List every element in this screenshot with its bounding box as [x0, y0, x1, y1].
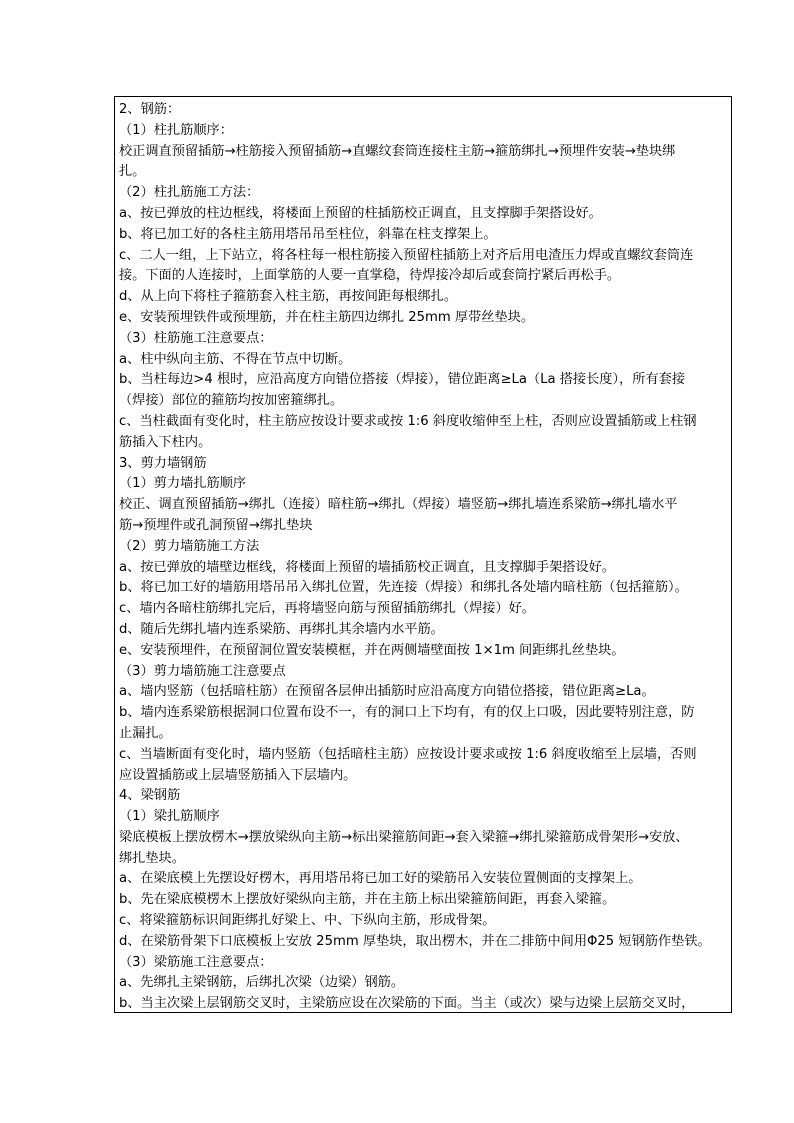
text-line: （3）柱筋施工注意要点： [119, 330, 273, 346]
text-line: （2）柱扎筋施工方法： [119, 185, 260, 201]
text-line: b、将已加工好的各柱主筋用塔吊吊至柱位，斜靠在柱支撑架上。 [119, 226, 497, 242]
text-line: 3、剪力墙钢筋 [119, 455, 207, 471]
text-line: d、从上向下将柱子箍筋套入柱主筋，再按间距每根绑扎。 [119, 289, 458, 305]
text-line: 4、梁钢筋 [119, 788, 181, 804]
text-line: c、二人一组，上下站立，将各柱每一根柱筋接入预留柱插筋上对齐后用电渣压力焊或直螺纹套筒连 [119, 247, 694, 263]
text-line: 筋插入下柱内。 [119, 434, 212, 450]
text-line: b、将已加工好的墙筋用塔吊吊入绑扎位置，先连接（焊接）和绑扎各处墙内暗柱筋（包括箍筋）。 [119, 580, 688, 596]
text-line: 止漏扎。 [119, 725, 172, 741]
text-line: b、当柱每边>4 根时，应沿高度方向错位搭接（焊接），错位距离≥La（La 搭接长度），所有套接 [119, 372, 686, 388]
text-line: c、当墙断面有变化时，墙内竖筋（包括暗柱主筋）应按设计要求或按 1:6 斜度收缩至上层墙，否则 [119, 746, 697, 762]
text-line: b、当主次梁上层钢筋交叉时，主梁筋应设在次梁筋的下面。当主（或次）梁与边梁上层筋交叉时， [119, 996, 695, 1012]
text-line: 应设置插筋或上层墙竖筋插入下层墙内。 [119, 767, 357, 783]
text-line: a、在梁底模上先摆设好楞木，再用塔吊将已加工好的梁筋吊入安装位置侧面的支撑架上。 [119, 871, 642, 887]
text-line: c、将梁箍筋标识间距绑扎好梁上、中、下纵向主筋，形成骨架。 [119, 913, 496, 929]
text-line: c、当柱截面有变化时，柱主筋应按设计要求或按 1:6 斜度收缩伸至上柱，否则应设置插筋或上柱钢 [119, 413, 697, 429]
text-line: d、随后先绑扎墙内连系梁筋、再绑扎其余墙内水平筋。 [119, 621, 444, 637]
text-line: a、墙内竖筋（包括暗柱筋）在预留各层伸出插筋时应沿高度方向错位搭接，错位距离≥La。 [119, 684, 655, 700]
text-line: （1）梁扎筋顺序 [119, 809, 220, 825]
text-line: （3）剪力墙筋施工注意要点 [119, 663, 286, 679]
text-line: 校正调直预留插筋→柱筋接入预留插筋→直螺纹套筒连接柱主筋→箍筋绑扎→预埋件安装→垫块绑 [119, 143, 676, 159]
document-frame [114, 96, 732, 1013]
text-line: 筋→预埋件或孔洞预留→绑扎垫块 [119, 517, 313, 533]
text-line: （3）梁筋施工注意要点： [119, 954, 273, 970]
document-body [119, 100, 727, 1013]
text-line: （焊接）部位的箍筋均按加密箍绑扎。 [119, 393, 344, 409]
text-line: a、按已弹放的墙壁边框线，将楼面上预留的墙插筋校正调直，且支撑脚手架搭设好。 [119, 559, 616, 575]
text-line: 2、钢筋： [119, 102, 181, 117]
text-line: 绑扎垫块。 [119, 850, 185, 866]
text-line: d、在梁筋骨架下口底模板上安放 25mm 厚垫块，取出楞木，并在二排筋中间用Φ25 短钢筋作垫铁。 [119, 933, 711, 949]
text-line: c、墙内各暗柱筋绑扎完后，再将墙竖向筋与预留插筋绑扎（焊接）好。 [119, 601, 536, 617]
text-line: a、按已弹放的柱边框线，将楼面上预留的柱插筋校正调直，且支撑脚手架搭设好。 [119, 205, 602, 221]
text-line: a、先绑扎主梁钢筋，后绑扎次梁（边梁）钢筋。 [119, 975, 405, 991]
text-line: e、安装预埋件，在预留洞位置安装模框，并在两侧墙壁面按 1×1m 间距绑扎丝垫块。 [119, 642, 625, 658]
text-line: （1）剪力墙扎筋顺序 [119, 476, 247, 492]
text-line: 扎。 [119, 164, 146, 180]
text-line: e、安装预埋铁件或预埋筋，并在柱主筋四边绑扎 25mm 厚带丝垫块。 [119, 309, 535, 325]
text-line: 梁底模板上摆放楞木→摆放梁纵向主筋→标出梁箍筋间距→套入梁箍→绑扎梁箍筋成骨架形→安放、 [119, 829, 689, 845]
text-line: 校正、调直预留插筋→绑扎（连接）暗柱筋→绑扎（焊接）墙竖筋→绑扎墙连系梁筋→绑扎墙水平 [119, 497, 678, 513]
text-line: b、先在梁底模楞木上摆放好梁纵向主筋，并在主筋上标出梁箍筋间距，再套入梁箍。 [119, 892, 616, 908]
text-line: （1）柱扎筋顺序： [119, 122, 233, 138]
text-line: a、柱中纵向主筋、不得在节点中切断。 [119, 351, 352, 367]
text-line: b、墙内连系梁筋根据洞口位置布设不一，有的洞口上下均有，有的仅上口吸，因此要特别注意，防 [119, 705, 695, 721]
text-line: （2）剪力墙筋施工方法 [119, 538, 260, 554]
text-line: 接。下面的人连接时，上面掌筋的人要一直掌稳，待焊接冷却后或套筒拧紧后再松手。 [119, 268, 621, 284]
